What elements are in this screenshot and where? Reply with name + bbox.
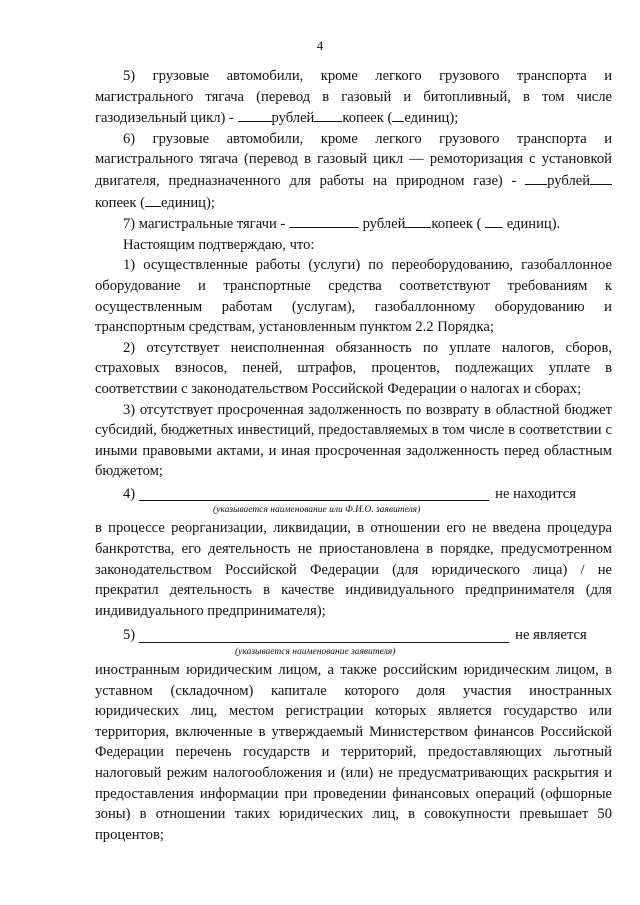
confirm-4-caption: (указывается наименование или Ф.И.О. заявителя) <box>213 505 421 516</box>
item-7: 7) магистральные тягачи - рублей копеек ( единиц). <box>95 213 612 235</box>
confirm-4-fill-row <box>95 484 612 505</box>
confirm-4-text: в процессе реорганизации, ликвидации, в отношении его не введена процедура банкротства, его деятельность не приостановлена в порядке, предусмотренном законодательством Российской Федерации (для юридического лица) / не прекратил деятельность в качестве индивидуального предпринимателя (для индивидуального предпринимателя); <box>95 520 612 619</box>
confirm-5-text: иностранным юридическим лицом, а также российским юридическим лицом, в уставном (складочном) капитале которого доля участия иностранных юридических лиц, местом регистрации которых является государство или территория, включенные в утверждаемый Министерством финансов Российской Федерации перечень государств и территорий, предоставляющих льготный налоговый режим налогообложения и (или) не предусматривающих раскрытия и предоставления информации при проведении финансовых операций (офшорные зоны) в отношении таких юридических лиц, в совокупности превышает 50 процентов; <box>95 662 612 843</box>
confirm-5-fill-row <box>95 625 612 646</box>
document-body <box>95 66 612 845</box>
confirm-4-tail: не находится <box>495 485 576 502</box>
count-blank <box>485 213 503 228</box>
item-5: 5) грузовые автомобили, кроме легкого грузового транспорта и магистрального тягача (перевод в газовый и битопливный, в том числе газодизельный цикл) - рублей копеек ( единиц); <box>95 68 612 127</box>
confirm-2: 2) отсутствует неисполненная обязанность по уплате налогов, сборов, страховых взносов, пеней, штрафов, процентов, подлежащих уплате в соответствии с законодательством Российской Федерации о налогах и сборах; <box>95 339 612 397</box>
kopeck-blank <box>405 213 431 228</box>
confirm-5-tail: не является <box>515 627 587 644</box>
confirm-5-caption: (указывается наименование заявителя) <box>235 647 396 658</box>
amount-blank <box>289 213 359 228</box>
confirm-1: 1) осуществленные работы (услуги) по переоборудованию, газобаллонное оборудование и транспортные средства соответствуют требованиям к осуществленным работам (услугам), газобаллонному оборудованию и транспортным средствам, установленным пунктом 2.2 Порядка; <box>95 257 612 336</box>
kopeck-blank <box>314 107 342 122</box>
confirm-3: 3) отсутствует просроченная задолженность по возврату в областной бюджет субсидий, бюджетных инвестиций, предоставляемых в том числе в соответствии с иными правовыми актами, и иная просроченная задолженность перед областным бюджетом; <box>95 401 612 480</box>
applicant-name-line <box>139 485 489 501</box>
applicant-name-line <box>139 627 509 643</box>
kopeck-blank <box>590 170 612 185</box>
amount-blank <box>525 170 547 185</box>
count-blank <box>145 192 161 207</box>
confirm-5-number: 5) <box>123 627 136 644</box>
item-6: 6) грузовые автомобили, кроме легкого грузового транспорта и магистрального тягача (перевод в газовый цикл — ремоторизация с установкой двигателя, предназначенного для работы на природном газе) - рублейкопеек ( единиц); <box>95 130 612 211</box>
confirm-heading: Настоящим подтверждаю, что: <box>123 236 315 253</box>
amount-blank <box>238 107 272 122</box>
page-number: 4 <box>316 38 324 53</box>
confirm-4-number: 4) <box>123 485 136 502</box>
count-blank <box>392 107 404 122</box>
